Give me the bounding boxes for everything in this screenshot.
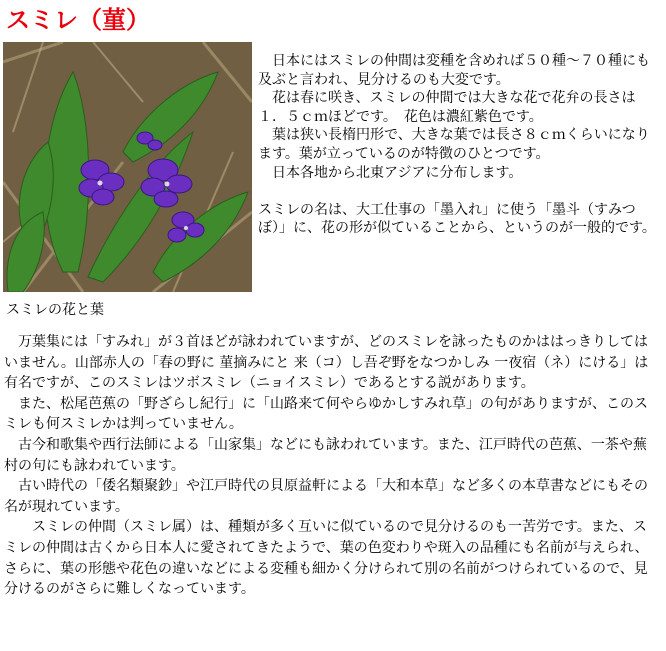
violet-photo [3, 42, 252, 292]
name-origin-paragraph: スミレの名は、大工仕事の「墨入れ」に使う「墨斗（すみつぼ）」に、花の形が似ていることから、というのが一般的です。 [258, 201, 656, 237]
paragraph-gap [258, 182, 662, 201]
main-paragraph: 万葉集には「すみれ」が３首ほどが詠われていますが、どのスミレを詠ったものかははっきりしてはいません。山部赤人の「春の野に 菫摘みにと 来（コ）し吾ぞ野をなつかしみ 一夜宿（ネ）にける」は有名ですが、このスミレはツボスミレ（ニョイスミレ）であるとする説があります。 [4, 334, 649, 392]
violet-photo-image [3, 42, 252, 292]
side-paragraph: 花は春に咲き、スミレの仲間では大きな花で花弁の長さは１．５ｃｍほどです。 花色は濃紅紫色です。 [258, 90, 636, 125]
main-paragraph: スミレの仲間（スミレ属）は、種類が多く互いに似ているので見分けるのも一苦労です。また、スミレの仲間は古くから日本人に愛されてきたようで、葉の色変わりや斑入の品種にも名前が与えられ、さらに、葉の形態や花色の違いなどによる変種も細かく分けられて別の名前がつけられているので、見分けるのがさらに難しくなっています。 [4, 519, 649, 598]
side-text [258, 52, 662, 238]
main-text [4, 332, 660, 600]
photo-caption: スミレの花と葉 [6, 302, 104, 318]
main-paragraph: 古今和歌集や西行法師による「山家集」などにも詠われています。また、江戸時代の芭蕉、一茶や蕪村の句にも詠われています。 [4, 436, 647, 474]
side-paragraph: 日本各地から北東アジアに分布します。 [272, 164, 523, 181]
side-paragraph: 葉は狭い長楕円形で、大きな葉では長さ８ｃｍくらいになります。葉が立っているのが特徴のひとつです。 [258, 127, 650, 162]
main-paragraph: また、松尾芭蕉の「野ざらし紀行」に「山路来て何やらゆかしすみれ草」の句がありますが、このスミレも何スミレかは判っていません。 [4, 395, 648, 433]
page-title: スミレ（菫） [6, 6, 150, 34]
side-paragraph: 日本にはスミレの仲間は変種を含めれば５０種〜７０種にも及ぶと言われ、見分けるのも大変です。 [258, 53, 650, 88]
main-paragraph: 古い時代の「倭名類聚鈔」や江戸時代の貝原益軒による「大和本草」など多くの本草書などにもその名が現れています。 [4, 478, 648, 515]
